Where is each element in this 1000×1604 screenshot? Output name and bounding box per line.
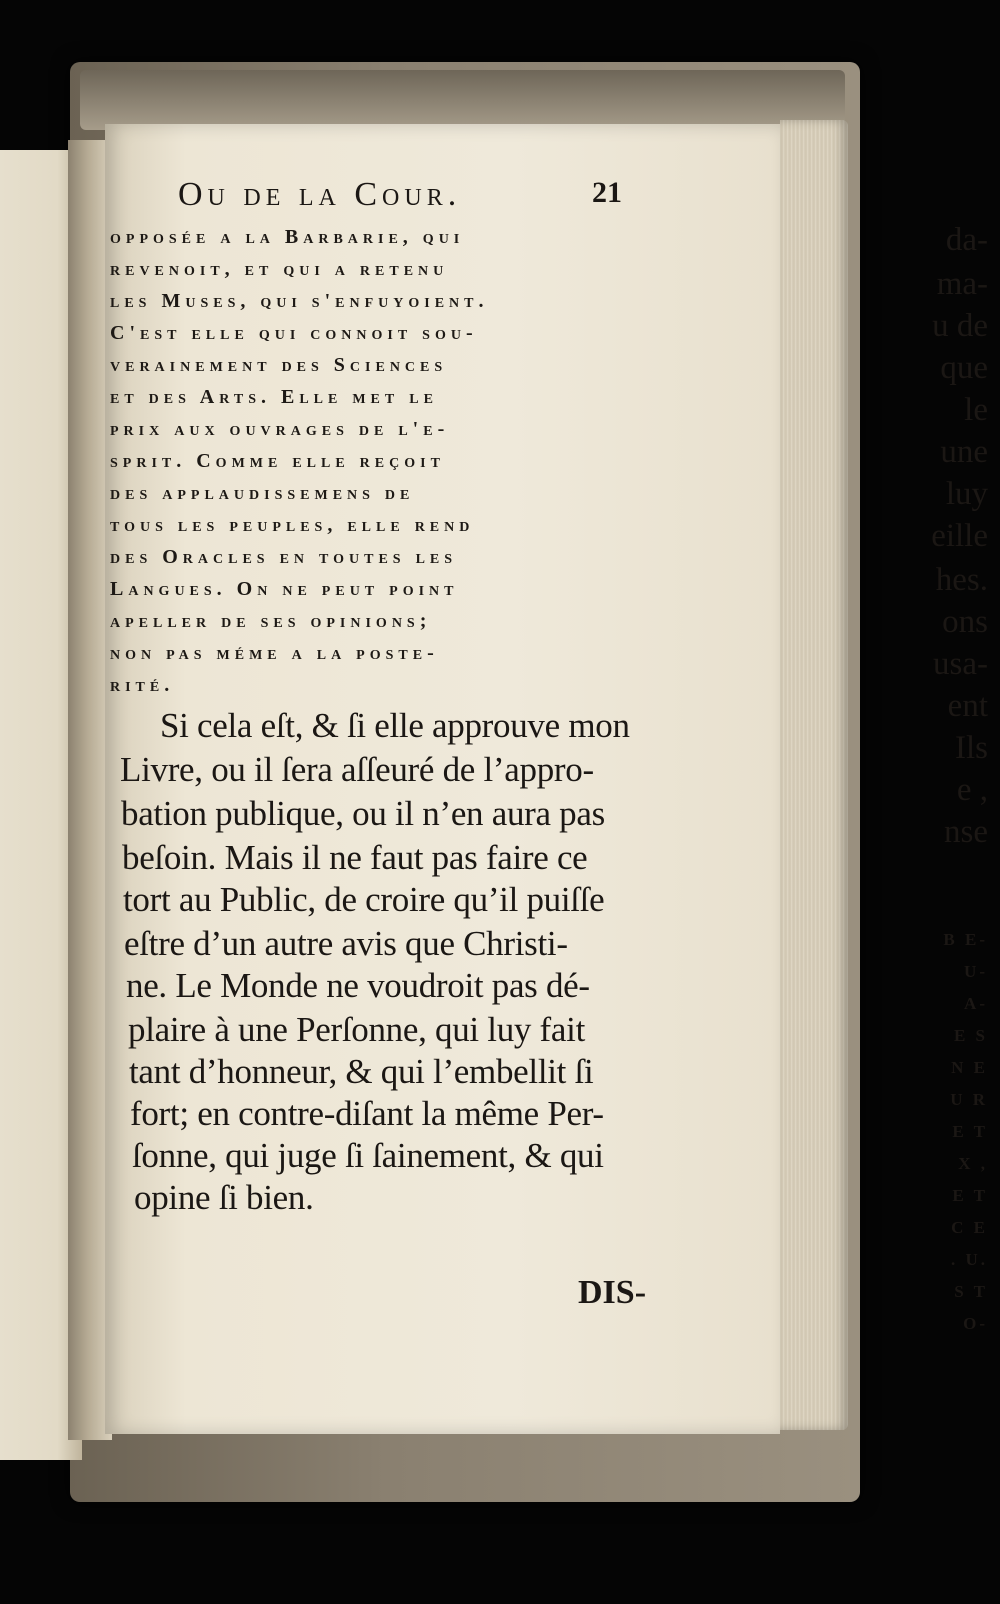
page-stack-edge — [780, 120, 848, 1430]
quote-line: les Muses, qui s'enfuyoient. — [110, 290, 489, 312]
quote-line: des Oracles en toutes les — [110, 546, 458, 568]
body-line: Livre, ou il ſera aſſeuré de l’appro- — [120, 750, 594, 789]
left-page-fragment: B E- — [943, 930, 988, 949]
body-line: Si cela eſt, & ſi elle approuve mon — [160, 706, 630, 745]
left-page-fragment: eille — [931, 518, 988, 554]
quote-line: non pas méme a la poste- — [110, 642, 439, 664]
left-page-fragment: S T — [954, 1282, 988, 1301]
body-line: beſoin. Mais il ne faut pas faire ce — [122, 838, 588, 877]
left-page-fragment: E S — [953, 1026, 988, 1045]
catchword: DIS- — [578, 1274, 647, 1311]
left-page-fragment: E T — [952, 1186, 988, 1205]
left-page-fragment: u de — [932, 308, 988, 344]
body-line: bation publique, ou il n’en aura pas — [121, 794, 605, 833]
left-page-fragment: Ils — [955, 730, 988, 766]
quote-line: des applaudissemens de — [110, 482, 415, 504]
left-page-fragment: e , — [956, 772, 988, 808]
quote-line: verainement des Sciences — [110, 354, 448, 376]
left-page-fragment: U- — [964, 962, 988, 981]
left-page-fragment: ent — [947, 688, 988, 724]
left-page-fragment: N E — [951, 1058, 988, 1077]
left-page-fragment: C E — [951, 1218, 988, 1237]
quote-line: rité. — [110, 674, 175, 696]
left-page-fragment: ma- — [936, 266, 988, 302]
left-page-fragment: une — [940, 434, 988, 470]
left-page-fragment: A- — [964, 994, 988, 1013]
page-number: 21 — [592, 176, 622, 209]
left-page-fragment: luy — [945, 476, 988, 512]
body-line: opine ſi bien. — [134, 1178, 314, 1217]
left-page-fragment: nse — [944, 814, 988, 850]
quote-line: revenoit, et qui a retenu — [110, 258, 449, 280]
left-page-fragment: O- — [963, 1314, 988, 1333]
body-line: fort; en contre-diſant la même Per- — [130, 1094, 604, 1133]
body-line: plaire à une Perſonne, qui luy fait — [128, 1010, 585, 1049]
left-page-fragment: da- — [945, 222, 988, 258]
body-line: eſtre d’un autre avis que Christi- — [124, 924, 568, 963]
left-page-fragment: ons — [942, 604, 988, 640]
quote-line: C'est elle qui connoit sou- — [110, 322, 478, 344]
left-page-fragment: usa- — [933, 646, 988, 682]
body-line: tort au Public, de croire qu’il puiſſe — [123, 880, 605, 919]
body-line: ſonne, qui juge ſi ſainement, & qui — [132, 1136, 604, 1175]
left-page-fragment: U R — [950, 1090, 988, 1109]
quote-line: et des Arts. Elle met le — [110, 386, 438, 408]
left-page-fragment: X , — [958, 1154, 988, 1173]
quote-line: Langues. On ne peut point — [110, 578, 459, 600]
left-page-fragment: . U. — [950, 1250, 988, 1269]
left-page-fragment: E T — [952, 1122, 988, 1141]
quote-line: prix aux ouvrages de l'e- — [110, 418, 450, 440]
body-line: ne. Le Monde ne voudroit pas dé- — [126, 966, 590, 1005]
quote-line: tous les peuples, elle rend — [110, 514, 475, 536]
left-page-fragment: hes. — [935, 562, 988, 598]
book-top-edge — [80, 70, 845, 130]
running-head: Ou de la Cour. — [178, 176, 462, 213]
left-page-fragment: le — [964, 392, 988, 428]
quote-line: sprit. Comme elle reçoit — [110, 450, 445, 472]
quote-line: apeller de ses opinions; — [110, 610, 432, 632]
left-page-fragment: que — [940, 350, 988, 386]
quote-line: opposée a la Barbarie, qui — [110, 226, 465, 248]
body-line: tant d’honneur, & qui l’embellit ſi — [129, 1052, 594, 1091]
